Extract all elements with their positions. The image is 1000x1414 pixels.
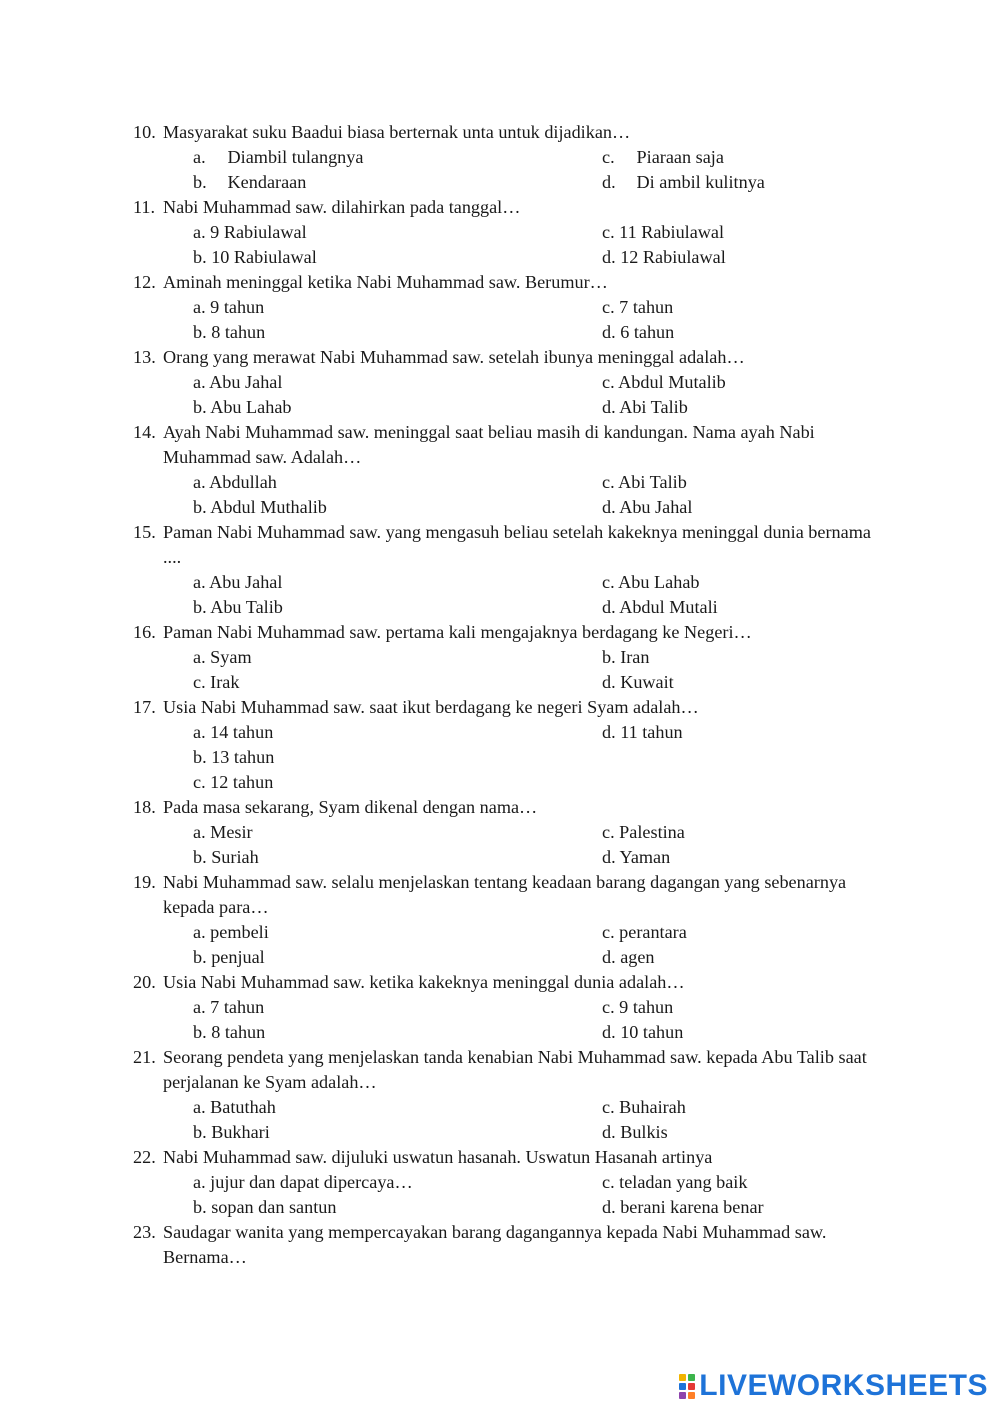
answer-option[interactable] [602, 395, 893, 420]
option-letter: d. [602, 672, 616, 692]
option-text: 8 tahun [211, 322, 266, 342]
option-text: 7 tahun [619, 297, 674, 317]
option-text: Bukhari [211, 1122, 270, 1142]
option-text: Abu Lahab [618, 572, 700, 592]
question-text: Masyarakat suku Baadui biasa berternak unta untuk dijadikan… [163, 122, 631, 142]
option-letter: d. [602, 597, 616, 617]
option-letter: c. [602, 222, 615, 242]
answer-option[interactable] [193, 145, 602, 170]
question-0 [133, 120, 893, 195]
question-row [133, 345, 893, 370]
answer-option[interactable] [193, 570, 602, 595]
logo-tile [679, 1383, 686, 1390]
option-text: Batuthah [210, 1097, 276, 1117]
answer-option[interactable] [193, 220, 602, 245]
option-text: Palestina [619, 822, 685, 842]
option-text: 14 tahun [210, 722, 274, 742]
answer-option[interactable] [602, 370, 893, 395]
question-row [133, 870, 893, 920]
question-text: Nabi Muhammad saw. dijuluki uswatun hasanah. Uswatun Hasanah artinya [163, 1147, 713, 1167]
question-number: 17. [133, 697, 156, 717]
answer-option[interactable] [193, 745, 602, 770]
answer-option[interactable] [602, 720, 893, 745]
question-number: 21. [133, 1047, 156, 1067]
option-text: Abdul Muthalib [210, 497, 327, 517]
option-letter: d. [602, 172, 616, 192]
answer-option[interactable] [193, 670, 602, 695]
option-letter: c. [602, 297, 615, 317]
option-letter: d. [602, 1122, 616, 1142]
question-text: Aminah meninggal ketika Nabi Muhammad saw. Berumur… [163, 272, 608, 292]
option-text: 12 tahun [210, 772, 274, 792]
question-number: 10. [133, 122, 156, 142]
option-text: 10 tahun [620, 1022, 684, 1042]
option-text: Abdul Mutalib [618, 372, 726, 392]
option-text: Abi Talib [618, 472, 687, 492]
option-text: Abu Lahab [210, 397, 292, 417]
logo-tile [688, 1383, 695, 1390]
option-letter: a. [193, 297, 206, 317]
question-number: 18. [133, 797, 156, 817]
answer-option[interactable] [602, 845, 893, 870]
question-3 [133, 345, 893, 420]
question-number: 15. [133, 522, 156, 542]
logo-tile [679, 1374, 686, 1381]
answer-option[interactable] [193, 1095, 602, 1120]
question-6 [133, 620, 893, 695]
option-text: Abdul Mutali [619, 597, 718, 617]
answer-option[interactable] [602, 470, 893, 495]
answer-options [133, 220, 893, 270]
answer-option[interactable] [193, 1170, 602, 1195]
option-letter: d. [602, 397, 616, 417]
option-letter: a. [193, 997, 206, 1017]
option-text: Di ambil kulitnya [636, 172, 765, 192]
question-number: 22. [133, 1147, 156, 1167]
option-text: 10 Rabiulawal [211, 247, 317, 267]
question-text: Pada masa sekarang, Syam dikenal dengan nama… [163, 797, 538, 817]
question-number: 16. [133, 622, 156, 642]
option-text: Buhairah [619, 1097, 686, 1117]
option-text: Bulkis [620, 1122, 668, 1142]
answer-options [133, 145, 893, 195]
answer-option[interactable] [602, 170, 893, 195]
option-text: jujur dan dapat dipercaya… [210, 1172, 413, 1192]
option-letter: d. [602, 247, 616, 267]
question-text: Seorang pendeta yang menjelaskan tanda kenabian Nabi Muhammad saw. kepada Abu Talib saat perjalanan ke Syam adalah… [163, 1047, 867, 1092]
question-number: 11. [133, 197, 156, 217]
option-text: Yaman [619, 847, 671, 867]
question-row [133, 195, 893, 220]
option-text: 6 tahun [620, 322, 675, 342]
option-letter: a. [193, 822, 206, 842]
option-text: Abu Talib [210, 597, 283, 617]
answer-option[interactable] [193, 320, 602, 345]
answer-option [602, 745, 893, 770]
question-number: 20. [133, 972, 156, 992]
answer-options [133, 1170, 893, 1220]
answer-option[interactable] [602, 145, 893, 170]
option-letter: a. [193, 372, 206, 392]
question-11 [133, 1045, 893, 1145]
answer-option [602, 770, 893, 795]
question-text: Nabi Muhammad saw. selalu menjelaskan tentang keadaan barang dagangan yang sebenarnya kepada para… [163, 872, 847, 917]
option-text: Piaraan saja [636, 147, 724, 167]
question-text: Paman Nabi Muhammad saw. pertama kali mengajaknya berdagang ke Negeri… [163, 622, 752, 642]
answer-option[interactable] [193, 295, 602, 320]
answer-option[interactable] [193, 770, 602, 795]
answer-option[interactable] [193, 170, 602, 195]
option-text: Abi Talib [619, 397, 688, 417]
answer-options [133, 720, 893, 795]
logo-tiles-icon [679, 1374, 695, 1399]
question-12 [133, 1145, 893, 1220]
option-letter: d. [602, 847, 616, 867]
option-letter: c. [602, 997, 615, 1017]
option-letter: a. [193, 722, 206, 742]
option-letter: a. [193, 147, 206, 167]
question-text: Usia Nabi Muhammad saw. ketika kakeknya meninggal dunia adalah… [163, 972, 685, 992]
option-text: agen [620, 947, 655, 967]
question-13 [133, 1220, 893, 1270]
answer-option[interactable] [602, 495, 893, 520]
option-letter: b. [193, 322, 207, 342]
question-row [133, 695, 893, 720]
answer-option[interactable] [602, 570, 893, 595]
option-text: Syam [210, 647, 252, 667]
answer-option[interactable] [602, 1195, 893, 1220]
option-letter: b. [193, 847, 207, 867]
question-9 [133, 870, 893, 970]
answer-options [133, 645, 893, 695]
answer-option[interactable] [602, 320, 893, 345]
logo-tile [688, 1374, 695, 1381]
question-row [133, 795, 893, 820]
question-10 [133, 970, 893, 1045]
question-row [133, 1220, 893, 1270]
option-letter: d. [602, 947, 616, 967]
question-text: Ayah Nabi Muhammad saw. meninggal saat beliau masih di kandungan. Nama ayah Nabi Muhammad saw. Adalah… [163, 422, 815, 467]
option-letter: d. [602, 1022, 616, 1042]
option-text: berani karena benar [620, 1197, 764, 1217]
option-letter: a. [193, 472, 206, 492]
option-letter: c. [602, 372, 615, 392]
answer-option[interactable] [602, 295, 893, 320]
option-text: Irak [210, 672, 240, 692]
question-text: Paman Nabi Muhammad saw. yang mengasuh beliau setelah kakeknya meninggal dunia bernama .... [163, 522, 871, 567]
option-letter: b. [193, 1022, 207, 1042]
option-text: Iran [620, 647, 650, 667]
question-number: 12. [133, 272, 156, 292]
option-letter: a. [193, 222, 206, 242]
answer-option[interactable] [193, 945, 602, 970]
option-letter: b. [193, 597, 207, 617]
question-number: 19. [133, 872, 156, 892]
question-text: Saudagar wanita yang mempercayakan barang dagangannya kepada Nabi Muhammad saw. Bernama… [163, 1222, 827, 1267]
option-text: 11 Rabiulawal [619, 222, 725, 242]
option-letter: b. [602, 647, 616, 667]
question-1 [133, 195, 893, 270]
answer-option[interactable] [193, 245, 602, 270]
answer-option[interactable] [193, 920, 602, 945]
answer-option[interactable] [602, 245, 893, 270]
option-text: 9 tahun [210, 297, 265, 317]
option-letter: c. [193, 772, 206, 792]
option-text: Abu Jahal [619, 497, 693, 517]
question-8 [133, 795, 893, 870]
option-letter: a. [193, 572, 206, 592]
option-letter: c. [602, 1097, 615, 1117]
option-text: Abu Jahal [209, 372, 283, 392]
answer-option[interactable] [193, 470, 602, 495]
answer-options [133, 570, 893, 620]
answer-options [133, 370, 893, 420]
answer-option[interactable] [193, 1120, 602, 1145]
option-letter: c. [602, 472, 615, 492]
answer-option[interactable] [602, 1170, 893, 1195]
option-letter: a. [193, 922, 206, 942]
option-text: 9 Rabiulawal [210, 222, 307, 242]
answer-options [133, 995, 893, 1045]
question-2 [133, 270, 893, 345]
question-5 [133, 520, 893, 620]
answer-option[interactable] [602, 1020, 893, 1045]
answer-options [133, 470, 893, 520]
option-text: Kendaraan [227, 172, 307, 192]
option-letter: d. [602, 497, 616, 517]
answer-option[interactable] [602, 645, 893, 670]
question-row [133, 1145, 893, 1170]
option-letter: c. [602, 147, 615, 167]
question-number: 13. [133, 347, 156, 367]
answer-option[interactable] [602, 595, 893, 620]
option-text: 9 tahun [619, 997, 674, 1017]
answer-options [133, 295, 893, 345]
option-letter: b. [193, 397, 207, 417]
option-text: 7 tahun [210, 997, 265, 1017]
question-row [133, 1045, 893, 1095]
option-text: sopan dan santun [211, 1197, 337, 1217]
answer-option[interactable] [193, 1195, 602, 1220]
option-letter: c. [602, 1172, 615, 1192]
option-letter: c. [193, 672, 206, 692]
answer-option[interactable] [602, 1095, 893, 1120]
option-text: pembeli [210, 922, 269, 942]
option-letter: b. [193, 1122, 207, 1142]
option-letter: b. [193, 947, 207, 967]
answer-option[interactable] [193, 845, 602, 870]
option-letter: c. [602, 922, 615, 942]
option-text: perantara [619, 922, 687, 942]
answer-option[interactable] [193, 595, 602, 620]
answer-option[interactable] [193, 720, 602, 745]
option-text: 12 Rabiulawal [620, 247, 726, 267]
worksheet [133, 120, 893, 1270]
answer-option[interactable] [602, 220, 893, 245]
option-letter: a. [193, 1172, 206, 1192]
logo-tile [688, 1392, 695, 1399]
option-text: Kuwait [620, 672, 674, 692]
option-text: Diambil tulangnya [227, 147, 364, 167]
liveworksheets-logo[interactable] [679, 1368, 988, 1404]
question-number: 14. [133, 422, 156, 442]
option-letter: c. [602, 822, 615, 842]
answer-option[interactable] [193, 995, 602, 1020]
answer-option[interactable] [193, 1020, 602, 1045]
question-row [133, 620, 893, 645]
answer-option[interactable] [193, 395, 602, 420]
answer-option[interactable] [602, 670, 893, 695]
option-text: Suriah [211, 847, 259, 867]
option-text: 11 tahun [620, 722, 683, 742]
logo-tile [679, 1392, 686, 1399]
answer-option[interactable] [193, 645, 602, 670]
option-text: 8 tahun [211, 1022, 266, 1042]
question-text: Nabi Muhammad saw. dilahirkan pada tanggal… [163, 197, 521, 217]
option-text: 13 tahun [211, 747, 275, 767]
option-letter: a. [193, 647, 206, 667]
question-text: Orang yang merawat Nabi Muhammad saw. setelah ibunya meninggal adalah… [163, 347, 745, 367]
question-7 [133, 695, 893, 795]
question-row [133, 420, 893, 470]
option-letter: d. [602, 1197, 616, 1217]
option-letter: b. [193, 172, 207, 192]
question-number: 23. [133, 1222, 156, 1242]
question-row [133, 270, 893, 295]
answer-option[interactable] [602, 820, 893, 845]
option-letter: d. [602, 722, 616, 742]
answer-option[interactable] [602, 1120, 893, 1145]
answer-option[interactable] [193, 820, 602, 845]
answer-option[interactable] [602, 945, 893, 970]
question-text: Usia Nabi Muhammad saw. saat ikut berdagang ke negeri Syam adalah… [163, 697, 699, 717]
answer-option[interactable] [602, 995, 893, 1020]
option-text: Abdullah [209, 472, 277, 492]
option-letter: d. [602, 322, 616, 342]
answer-option[interactable] [193, 370, 602, 395]
answer-options [133, 920, 893, 970]
question-row [133, 970, 893, 995]
question-row [133, 520, 893, 570]
option-letter: a. [193, 1097, 206, 1117]
option-letter: b. [193, 497, 207, 517]
question-4 [133, 420, 893, 520]
answer-option[interactable] [602, 920, 893, 945]
logo-text: LIVEWORKSHEETS [699, 1369, 988, 1402]
question-row [133, 120, 893, 145]
answer-option[interactable] [193, 495, 602, 520]
option-text: Abu Jahal [209, 572, 283, 592]
option-letter: c. [602, 572, 615, 592]
option-text: teladan yang baik [619, 1172, 748, 1192]
answer-options [133, 820, 893, 870]
option-text: penjual [211, 947, 265, 967]
option-letter: b. [193, 1197, 207, 1217]
option-letter: b. [193, 747, 207, 767]
option-text: Mesir [210, 822, 253, 842]
option-letter: b. [193, 247, 207, 267]
answer-options [133, 1095, 893, 1145]
